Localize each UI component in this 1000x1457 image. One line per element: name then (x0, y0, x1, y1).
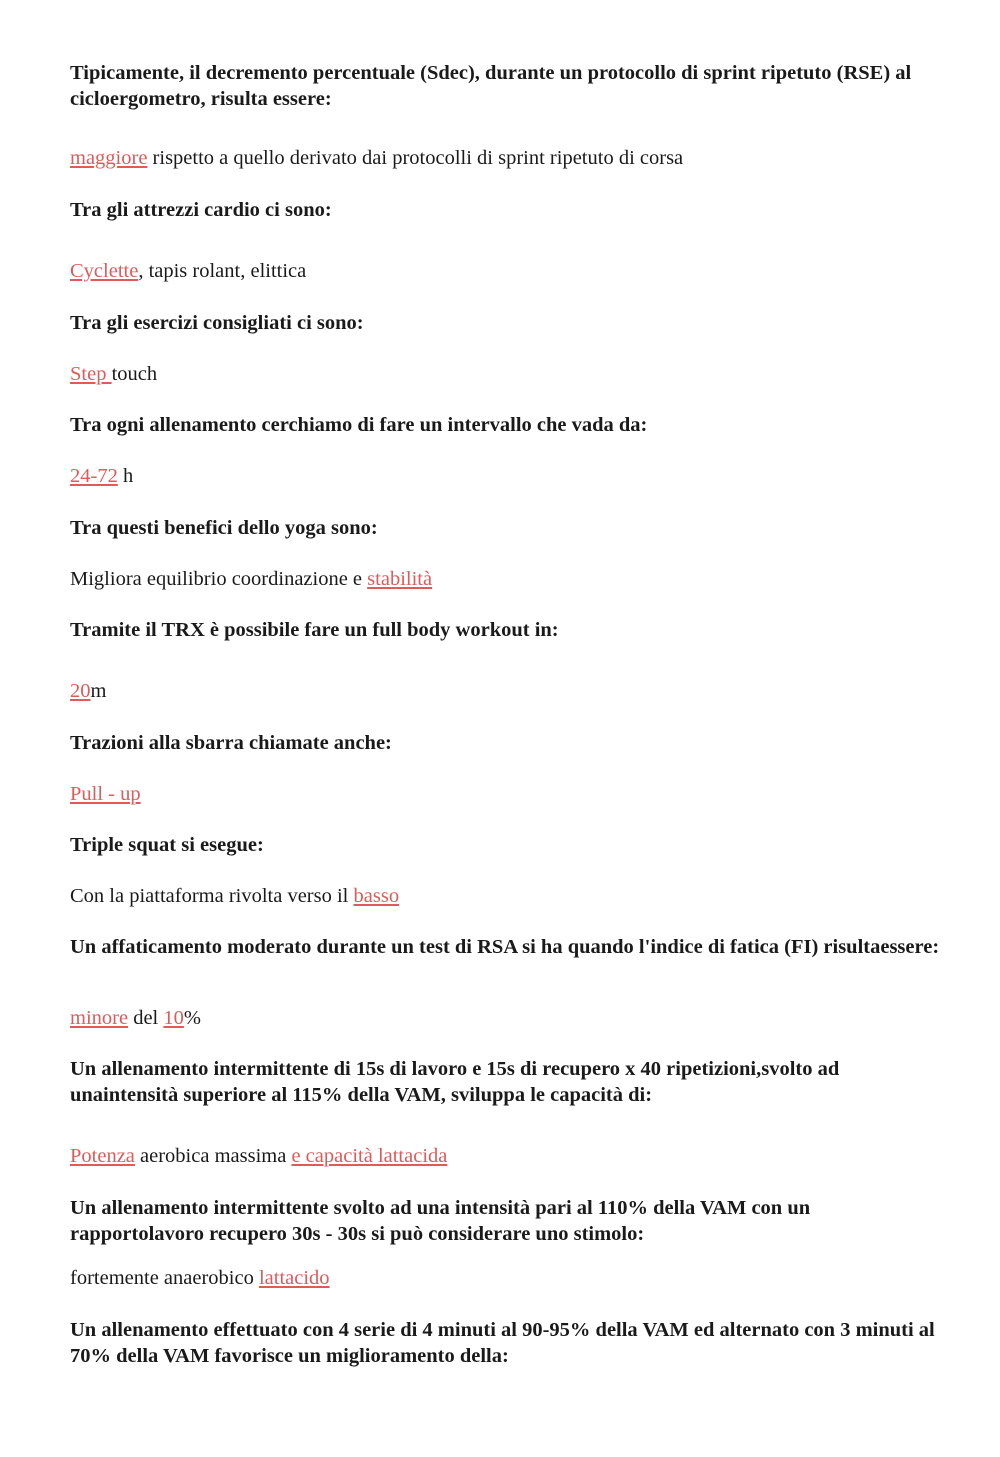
question-6: Tramite il TRX è possibile fare un full body workout in: (70, 619, 559, 641)
answer-1-text: rispetto a quello derivato dai protocolli di sprint ripetuto di corsa (147, 147, 684, 169)
answer-6 (70, 678, 940, 704)
question-1: Tipicamente, il decremento percentuale (Sdec), durante un protocollo di sprint ripetuto (RSE) al cicloergometro, risulta essere: (70, 62, 912, 110)
question-12: Un allenamento effettuato con 4 serie di 4 minuti al 90-95% della VAM ed alternato con 3 minuti al 70% della VAM favorisce un miglioramento della: (70, 1319, 935, 1367)
answer-9-highlight-1: minore (70, 1007, 129, 1029)
answer-4-text: h (117, 465, 134, 487)
question-9: Un affaticamento moderato durante un test di RSA si ha quando l'indice di fatica (FI) risultaessere: (70, 936, 940, 958)
answer-10-highlight-2: e capacità lattacida (291, 1145, 448, 1167)
question-3: Tra gli esercizi consigliati ci sono: (70, 312, 364, 334)
answer-7 (70, 781, 940, 807)
answer-1-highlight: maggiore (70, 147, 148, 169)
answer-8 (70, 883, 940, 909)
answer-3 (70, 361, 940, 387)
question-10: Un allenamento intermittente di 15s di lavoro e 15s di recupero x 40 ripetizioni,svolto ad unaintensità superiore al 115% della VAM, sviluppa le capacità di: (70, 1058, 840, 1106)
answer-6-text: m (90, 680, 107, 702)
answer-4 (70, 463, 940, 489)
answer-11 (70, 1265, 940, 1291)
answer-2-highlight: Cyclette (70, 260, 139, 282)
question-7: Trazioni alla sbarra chiamate anche: (70, 732, 392, 754)
answer-10 (70, 1143, 940, 1169)
answer-10-highlight-1: Potenza (70, 1145, 135, 1167)
answer-1 (70, 145, 940, 171)
question-2: Tra gli attrezzi cardio ci sono: (70, 199, 332, 221)
answer-7-highlight: Pull - up (70, 783, 141, 805)
answer-2 (70, 258, 940, 284)
question-8: Triple squat si esegue: (70, 834, 264, 856)
answer-3-highlight: Step (70, 363, 112, 385)
answer-5-highlight: stabilità (367, 568, 433, 590)
answer-2-text: , tapis rolant, elittica (138, 260, 307, 282)
answer-9-highlight-2: 10 (163, 1007, 184, 1029)
question-4: Tra ogni allenamento cerchiamo di fare un intervallo che vada da: (70, 414, 648, 436)
answer-10-text: aerobica massima (134, 1145, 292, 1167)
answer-9-text-2: % (183, 1007, 201, 1029)
answer-11-highlight: lattacido (258, 1267, 330, 1289)
answer-5 (70, 566, 940, 592)
answer-8-text: Con la piattaforma rivolta verso il (70, 885, 354, 907)
answer-9-text-1: del (128, 1007, 164, 1029)
answer-3-text: touch (111, 363, 158, 385)
question-11: Un allenamento intermittente svolto ad una intensità pari al 110% della VAM con un rapportolavoro recupero 30s - 30s si può considerare uno stimolo: (70, 1197, 811, 1245)
answer-5-text: Migliora equilibrio coordinazione e (70, 568, 368, 590)
answer-11-text: fortemente anaerobico (70, 1267, 259, 1289)
answer-9 (70, 1005, 940, 1031)
answer-4-highlight: 24-72 (70, 465, 118, 487)
answer-6-highlight: 20 (70, 680, 91, 702)
answer-8-highlight: basso (353, 885, 400, 907)
question-5: Tra questi benefici dello yoga sono: (70, 517, 378, 539)
